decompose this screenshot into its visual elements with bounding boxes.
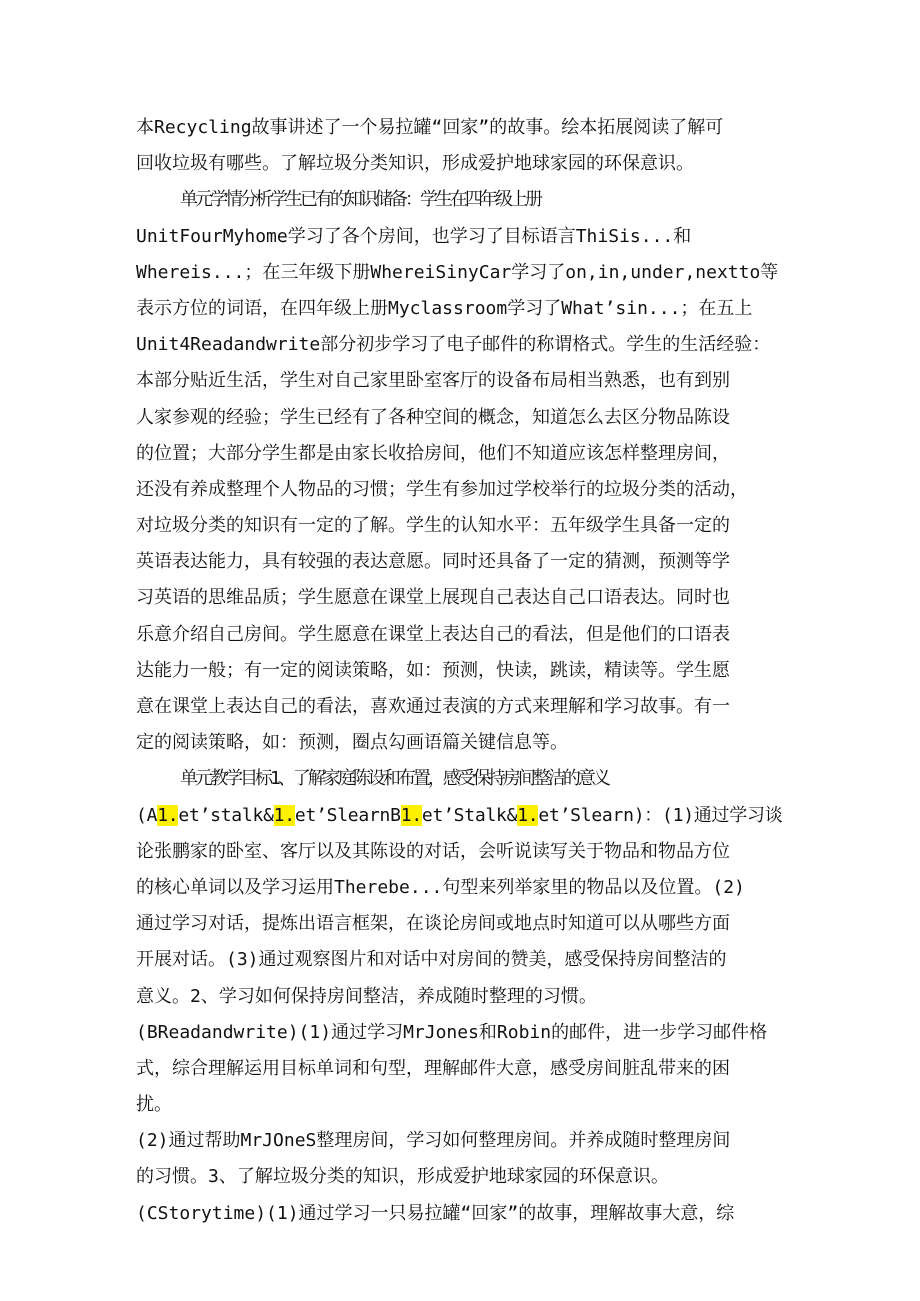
text-segment: 式，综合理解运用目标单词和句型，理解邮件大意，感受房间脏乱带来的困 <box>136 1057 730 1079</box>
text-segment: 英语表达能力，具有较强的表达意愿。同时还具备了一定的猜测，预测等学 <box>136 551 730 573</box>
text-segment: (CStorytime)(1)通过学习一只易拉罐“回家”的故事，理解故事大意，综 <box>136 1202 735 1224</box>
text-segment: 意在课堂上表达自己的看法，喜欢通过表演的方式来理解和学习故事。有一 <box>136 696 730 717</box>
highlighted-text: 1. <box>517 804 539 826</box>
highlighted-text: 1. <box>157 804 179 826</box>
text-line <box>136 617 792 653</box>
text-line <box>136 291 792 327</box>
text-segment: 单元学情分析学生已有的知识储备：学生在四年级上册 <box>180 189 540 211</box>
text-segment: 达能力一般；有一定的阅读策略，如：预测，快读，跳读，精读等。学生愿 <box>136 659 730 681</box>
text-line <box>136 906 792 942</box>
text-line <box>136 834 792 870</box>
text-segment: 表示方位的词语，在四年级上册Myclassroom学习了What’sin...；在五上 <box>136 297 753 319</box>
text-line <box>136 1196 792 1232</box>
text-line <box>136 653 792 689</box>
text-segment: 本部分贴近生活，学生对自己家里卧室客厅的设备布局相当熟悉，也有到别 <box>136 370 730 392</box>
text-segment: 对垃圾分类的知识有一定的了解。学生的认知水平：五年级学生具备一定的 <box>136 515 730 537</box>
text-line <box>136 1051 792 1087</box>
text-segment: (2)通过帮助MrJOneS整理房间，学习如何整理房间。并养成随时整理房间 <box>136 1130 731 1152</box>
text-segment: 的习惯。3、了解垃圾分类的知识，形成爱护地球家园的环保意识。 <box>136 1166 669 1188</box>
text-segment: et’stalk& <box>178 804 274 826</box>
text-line <box>136 255 792 291</box>
text-line <box>136 544 792 580</box>
text-segment: 的核心单词以及学习运用Therebe...句型来列举家里的物品以及位置。(2) <box>136 876 745 898</box>
text-line <box>136 761 792 797</box>
text-line <box>136 725 792 761</box>
text-line <box>136 580 792 616</box>
text-line <box>136 979 792 1015</box>
text-segment: 回收垃圾有哪些。了解垃圾分类知识，形成爱护地球家园的环保意识。 <box>136 153 694 175</box>
text-line <box>136 363 792 399</box>
highlighted-text: 1. <box>400 804 422 826</box>
text-line <box>136 508 792 544</box>
text-segment: 意义。2、学习如何保持房间整洁，养成随时整理的习惯。 <box>136 985 597 1007</box>
highlighted-text: 1. <box>273 804 295 826</box>
text-line <box>136 942 792 978</box>
text-segment: 通过学习对话，提炼出语言框架，在谈论房间或地点时知道可以从哪些方面 <box>136 913 730 935</box>
text-segment: et’Stalk& <box>421 804 518 826</box>
text-line <box>136 1015 792 1051</box>
text-line <box>136 689 792 725</box>
text-segment: 本Recycling故事讲述了一个易拉罐“回家”的故事。绘本拓展阅读了解可 <box>136 117 724 138</box>
text-line <box>136 436 792 472</box>
text-line <box>136 400 792 436</box>
text-line <box>136 110 792 146</box>
document-body <box>136 110 792 1232</box>
text-segment: Whereis...；在三年级下册WhereiSinyCar学习了on,in,under,nextto等 <box>136 261 779 283</box>
text-segment: (A <box>136 804 158 826</box>
text-segment: et’Slearn)：(1)通过学习谈 <box>538 804 783 826</box>
text-segment: Unit4Readandwrite部分初步学习了电子邮件的称谓格式。学生的生活经验： <box>136 334 771 356</box>
text-segment: 还没有养成整理个人物品的习惯；学生有参加过学校举行的垃圾分类的活动， <box>136 478 748 500</box>
text-segment: UnitFourMyhome学习了各个房间，也学习了目标语言ThiSis...和 <box>136 225 692 247</box>
text-segment: 单元教学目标1、了解家庭陈设和布置，感受保持房间整洁的意义 <box>180 768 608 790</box>
text-segment: 定的阅读策略，如：预测，圈点勾画语篇关键信息等。 <box>136 732 568 754</box>
text-line <box>136 798 792 834</box>
text-segment: 的位置；大部分学生都是由家长收拾房间，他们不知道应该怎样整理房间， <box>136 442 730 464</box>
text-line <box>136 1159 792 1195</box>
text-segment: (BReadandwrite)(1)通过学习MrJones和Robin的邮件，进一步学习邮件格 <box>136 1021 768 1043</box>
text-segment: 乐意介绍自己房间。学生愿意在课堂上表达自己的看法，但是他们的口语表 <box>136 623 730 645</box>
text-line <box>136 870 792 906</box>
text-line <box>136 182 792 218</box>
text-segment: 论张鹏家的卧室、客厅以及其陈设的对话，会听说读写关于物品和物品方位 <box>136 840 730 862</box>
text-segment: 习英语的思维品质；学生愿意在课堂上展现自己表达自己口语表达。同时也 <box>136 587 730 609</box>
text-line <box>136 327 792 363</box>
text-line <box>136 1087 792 1123</box>
text-line <box>136 219 792 255</box>
text-line <box>136 146 792 182</box>
text-segment: 开展对话。(3)通过观察图片和对话中对房间的赞美，感受保持房间整洁的 <box>136 949 727 971</box>
text-line <box>136 1123 792 1159</box>
text-segment: et’SlearnB <box>294 804 401 826</box>
text-line <box>136 472 792 508</box>
text-segment: 扰。 <box>136 1094 172 1116</box>
text-segment: 人家参观的经验；学生已经有了各种空间的概念，知道怎么去区分物品陈设 <box>136 406 730 428</box>
